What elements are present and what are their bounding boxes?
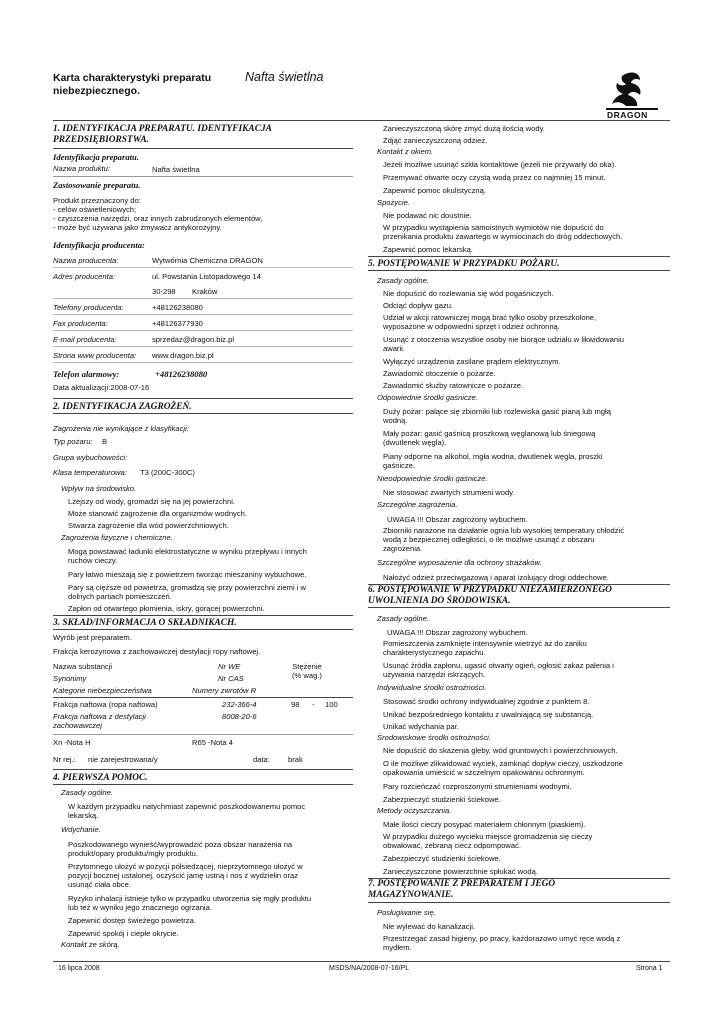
col-ec-number: Nr WE <box>218 662 241 671</box>
inhalation-item: Zapewnić spokój i ciepłe okrycie. <box>68 929 179 938</box>
fire-item: Zawiadomić otoczenie o pożarze. <box>383 369 496 378</box>
release-item: Pomieszczenia zamknięte intensywnie wietrzyć aż do zaniku charakterystycznego zapachu. <box>383 639 587 657</box>
substance-r-phrase: R65 -Nota 4 <box>192 738 233 747</box>
media-item: Piany odporne na alkohol, mgła wodna, dwutlenek węgla, proszki gaśnicze. <box>383 452 603 470</box>
personal-item: Unikać bezpośredniego kontaktu z uwalniającą się substancją. <box>383 710 594 719</box>
env-impact-heading: Wpływ na środowisko. <box>61 484 137 493</box>
eye-item: Zapewnić pomoc okulistyczną. <box>383 186 486 195</box>
fire-item: Usunąć z otoczenia wszystkie osoby nie biorące udziału w likwidowaniu awarii. <box>383 335 625 353</box>
substance-synonym: Frakcja naftowa z destylacji zachowawczej <box>53 712 146 730</box>
section-4-title: 4. PIERWSZA POMOC. <box>53 773 148 783</box>
footer-document-code: MSDS/NA/2008-07-16/PL <box>329 965 410 972</box>
registration-value: nie zarejestrowana/y <box>88 755 158 764</box>
registration-label: Nr rej.: <box>53 755 76 764</box>
producer-fax-label: Fax producenta: <box>53 319 108 328</box>
env-item: Stwarza zagrożenie dla wód powierzchniowych. <box>68 521 229 530</box>
update-date: Data aktualizacji:2008-07-16 <box>53 383 150 392</box>
producer-address-label: Adres producenta: <box>53 272 116 281</box>
subheading-usage: Zastosowanie preparatu. <box>53 180 141 190</box>
env-precaution-item: Pary rozcieńczać rozproszonymi strumieniami wodnymi. <box>383 782 572 791</box>
registration-date-label: data: <box>253 755 270 764</box>
col-cas-number: Nr CAS <box>218 674 244 683</box>
cleanup-item: Małe ilości cieczy posypać materiałem chłonnym (piaskiem). <box>383 820 586 829</box>
col-concentration: Stężenie (% wag.) <box>292 662 322 680</box>
conc-min: 98 <box>291 700 300 709</box>
skin-item: Zanieczyszczoną skórę zmyć dużą ilością wody. <box>383 124 545 133</box>
env-precaution-item: Zabezpieczyć studzienki ściekowe. <box>383 795 501 804</box>
alarm-phone-label: Telefon alarmowy: <box>53 369 120 379</box>
phys-chem-heading: Zagrożenia fizyczne i chemiczne. <box>61 533 173 542</box>
composition-text: Frakcja kerozynowa z zachowawczej destylacji ropy naftowej. <box>53 647 261 656</box>
composition-text: Wyrób jest preparatem. <box>53 633 132 642</box>
env-precaution-item: Nie dopuścić do skażenia gleby, wód gruntowych i powierzchniowych. <box>383 746 618 755</box>
first-aid-general: Zasady ogólne. <box>61 788 113 797</box>
producer-email-value: sprzedaz@dragon.biz.pl <box>152 335 235 344</box>
producer-zip: 30-298 <box>152 287 176 296</box>
fire-item: Odciąć dopływ gazu. <box>383 301 454 310</box>
cleanup-item: Zabezpieczyć studzienki ściekowe. <box>383 854 501 863</box>
col-hazard-categories: Kategorie niebezpieczeństwa <box>53 686 152 695</box>
fire-general-heading: Zasady ogólne. <box>377 276 429 285</box>
first-aid-item: W każdym przypadku natychmiast zapewnić poszkodowanemu pomoc lekarską. <box>68 802 306 820</box>
col-substance-name: Nazwa substancji <box>53 662 113 671</box>
usage-text: Produkt przeznaczony do: - celów oświetleniowych; - czyszczenia narzędzi, oraz innych zabrudzonych elementów, - może być używana jako zmywacz antykorozyjny. <box>53 196 263 232</box>
eye-item: Jeżeli możliwe usunąć szkła kontaktowe (jeżeli nie przywarły do oka). <box>383 160 617 169</box>
fire-item: Udział w akcji ratowniczej mogą brać tylko osoby przeszkolone, wyposażone w odpowiedni sprzęt i odzież ochronną. <box>383 313 597 331</box>
ingestion-item: W przypadku wystąpienia samoistnych wymiotów nie dopuścić do przenikania produktu zawartego w wymiocinach do dróg oddechowych. <box>383 223 623 241</box>
subheading-product-id: Identyfikacja preparatu. <box>53 152 139 162</box>
section-5-title: 5. POSTĘPOWANIE W PRZYPADKU POŻARU. <box>368 259 560 269</box>
footer-page-number: Strona 1 <box>636 965 663 972</box>
inhalation-item: Przytomnego ułożyć w pozycji półsiedzącej, nieprzytomnego ułożyć w pozycji bocznej ustalonej, oczyścić jamę ustną i nos z wydzielin oraz usunąć ciała obce. <box>68 862 303 889</box>
release-item: UWAGA !!! Obszar zagrożony wybuchem. <box>387 628 528 637</box>
alarm-phone-value: +48126238080 <box>155 369 208 379</box>
substance-ec: 232-366-4 <box>222 700 257 709</box>
phys-item: Pary łatwo mieszają się z powietrzem tworząc mieszaniny wybuchowe. <box>68 570 307 579</box>
fire-item: Zawiadomić służby ratownicze o pożarze. <box>383 381 524 390</box>
unsuitable-media-heading: Nieodpowiednie środki gaśnicze. <box>377 474 488 483</box>
ingestion-item: Zapewnić pomoc lekarską. <box>383 245 473 254</box>
producer-fax-value: +48126377930 <box>152 319 203 328</box>
eye-contact-heading: Kontakt z okiem. <box>377 147 434 156</box>
release-general-heading: Zasady ogólne. <box>377 614 429 623</box>
skin-item: Zdjąć zanieczyszczoną odzież. <box>383 136 488 145</box>
phys-item: Pary są cięższe od powietrza, gromadzą się przy powierzchni ziemi i w dolnych partiach pomieszczeń. <box>68 583 307 601</box>
phys-item: Mogą powstawać ładunki elektrostatyczne w wyniku przepływu i innych ruchów cieczy. <box>68 547 307 565</box>
producer-www-label: Strona www producenta: <box>53 351 137 360</box>
fire-item: Nie dopuścić do rozlewania się wód pogaśniczych. <box>383 289 554 298</box>
fire-type-label: Typ pożaru: <box>53 437 93 446</box>
equipment-item: Nałożyć odzież przeciwgazową i aparat izolujący drogi oddechowe. <box>383 573 609 582</box>
personal-item: Unikać wdychania par. <box>383 722 459 731</box>
cleanup-heading: Metody oczyszczania. <box>377 806 452 815</box>
cleanup-item: W przypadku dużego wycieku miejsce gromadzenia się cieczy obwałować, zebraną ciecz odpompować. <box>383 832 593 850</box>
section-2-title: 2. IDENTYFIKACJA ZAGROŻEŃ. <box>53 402 192 412</box>
document-title: Karta charakterystyki preparatu niebezpiecznego. <box>53 72 212 97</box>
product-name-value: Nafta świetlna <box>152 165 200 174</box>
producer-name-label: Nazwa producenta: <box>53 256 119 265</box>
product-name-header: Nafta świetlna <box>245 70 324 84</box>
handling-item: Przestrzegać zasad higieny, po pracy, każdorazowo umyć ręce wodą z mydłem. <box>383 934 621 952</box>
subheading-producer: Identyfikacja producenta: <box>53 240 145 250</box>
col-r-phrases: Numery zwrotów R <box>192 686 257 695</box>
substance-cas: 8008-20-6 <box>222 712 257 721</box>
special-hazards-heading: Szczególne zagrożenia. <box>377 500 458 509</box>
phys-item: Zapłon od otwartego płomienia, iskry, gorącej powierzchni. <box>68 604 265 613</box>
logo-text: DRAGON <box>607 110 648 120</box>
inhalation-heading: Wdychanie. <box>61 825 101 834</box>
col-synonyms: Synonimy <box>53 674 87 683</box>
hazard-classification: Zagrożenia nie wynikające z klasyfikacji: <box>53 424 189 433</box>
fire-type-value: B <box>102 437 108 446</box>
producer-city: Kraków <box>192 287 218 296</box>
producer-address-line: ul. Powstania Listopadowego 14 <box>152 272 261 281</box>
dragon-logo <box>592 68 672 120</box>
unsuitable-item: Nie stosować zwartych strumieni wody. <box>383 488 515 497</box>
handling-heading: Posługiwanie się. <box>377 908 436 917</box>
producer-www-value: www.dragon.biz.pl <box>152 351 214 360</box>
hazard-item: Zbiorniki narażone na działanie ognia lub wysokiej temperatury chłodzić wodą z bezpiecznej odległości, o ile możliwe usunąć z obszaru zagrożenia. <box>383 526 625 553</box>
product-name-label: Nazwa produktu: <box>53 164 110 173</box>
hazard-item: UWAGA !!! Obszar zagrożony wybuchem. <box>387 515 528 524</box>
substance-name: Frakcja naftowa (ropa naftowa) <box>53 700 158 709</box>
env-item: Może stanowić zagrożenie dla organizmów wodnych. <box>68 509 247 518</box>
ingestion-item: Nie podawać nic doustnie. <box>383 211 472 220</box>
producer-phone-value: +48126238080 <box>152 303 203 312</box>
fire-item: Wyłączyć urządzenia zasilane prądem elektrycznym. <box>383 357 561 366</box>
inhalation-item: Zapewnić dostęp świeżego powietrza. <box>68 916 196 925</box>
section-1-title: 1. IDENTYFIKACJA PREPARATU. IDENTYFIKACJA PRZEDSIĘBIORSTWA. <box>53 124 272 145</box>
eye-item: Przemywać otwarte oczy czystą wodą przez co najmniej 15 minut. <box>383 173 606 182</box>
section-7-title: 7. POSTĘPOWANIE Z PREPARATEM I JEGO MAGAZYNOWANIE. <box>368 879 556 900</box>
firefighter-equipment-heading: Szczególne wyposażenie dla ochrony strażaków. <box>377 558 542 567</box>
personal-item: Stosować środki ochrony indywidualnej zgodnie z punktem 8. <box>383 697 590 706</box>
env-precaution-item: O ile możliwe zlikwidować wyciek, zamknąć dopływ cieczy, uszkodzone opakowania umieścić w szczelnym opakowaniu ochronnym. <box>383 759 623 777</box>
inhalation-item: Poszkodowanego wynieść/wyprowadzić poza obszar narażenia na produkt/opary produktu/mgły produktu. <box>68 840 293 858</box>
producer-phone-label: Telefony producenta: <box>53 303 124 312</box>
conc-dash: - <box>312 700 315 709</box>
producer-name-value: Wytwórnia Chemiczna DRAGON <box>152 256 263 265</box>
temp-class-value: T3 (200C-300C) <box>140 468 195 477</box>
temp-class-label: Klasa temperaturowa: <box>53 468 127 477</box>
ingestion-heading: Spożycie. <box>377 198 410 207</box>
conc-max: 100 <box>325 700 338 709</box>
explosion-group: Grupa wybuchowości: <box>53 453 128 462</box>
registration-date-value: brak <box>288 755 303 764</box>
footer-date: 16 lipca 2008 <box>58 965 100 972</box>
release-item: Usunąć źródła zapłonu, ugasić otwarty ogień, ogłosić zakaz palenia i używania narzędzi iskrzących. <box>383 661 614 679</box>
inhalation-item: Ryzyko inhalacji istnieje tylko w przypadku utworzenia się mgły produktu lub też w wyniku jego znacznego ogrzania. <box>68 894 312 912</box>
env-item: Lżejszy od wody, gromadzi się na jej powierzchni. <box>68 497 235 506</box>
section-6-title: 6. POSTĘPOWANIE W PRZYPADKU NIEZAMIERZONEGO UWOLNIENIA DO ŚRODOWISKA. <box>368 585 612 606</box>
section-3-title: 3. SKŁAD/INFORMACJA O SKŁADNIKACH. <box>53 618 237 628</box>
producer-email-label: E-mail producenta: <box>53 335 117 344</box>
handling-item: Nie wylewać do kanalizacji. <box>383 922 476 931</box>
skin-contact-heading: Kontakt ze skórą. <box>61 940 120 949</box>
cleanup-item: Zanieczyszczone powierzchnie spłukać wodą. <box>383 867 538 876</box>
media-item: Mały pożar: gasić gaśnicą proszkową węglanową lub śniegową (dwutlenek węgla). <box>383 429 596 447</box>
extinguishing-media-heading: Odpowiednie środki gaśnicze. <box>377 393 478 402</box>
media-item: Duży pożar: palące się zbiorniki lub rozlewiska gasić pianą lub mgłą wodną. <box>383 407 611 425</box>
env-precautions-heading: Środowiskowe środki ostrożności. <box>377 733 491 742</box>
substance-category: Xn -Nota H <box>53 738 91 747</box>
personal-precautions-heading: Indywidualne środki ostrożności. <box>377 683 487 692</box>
